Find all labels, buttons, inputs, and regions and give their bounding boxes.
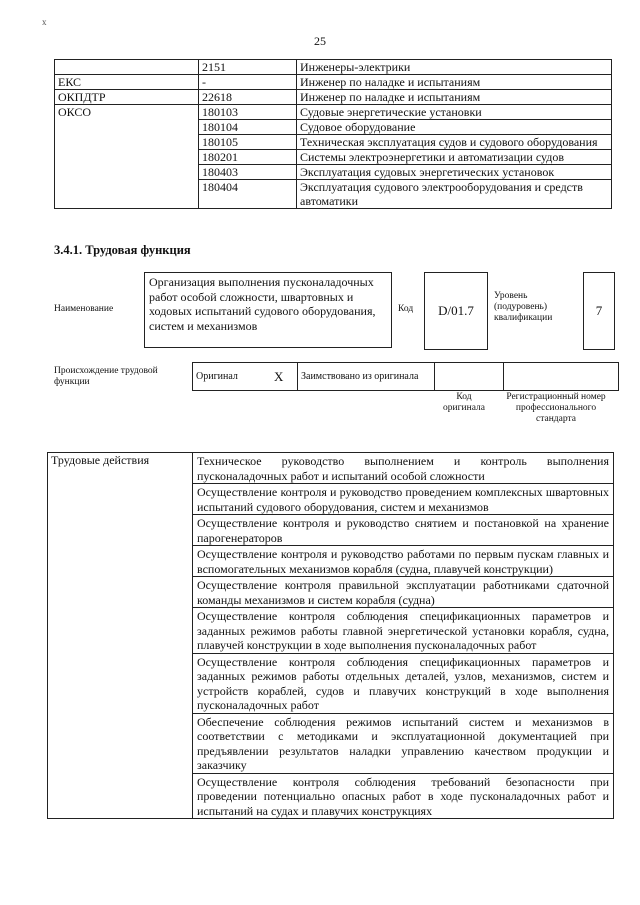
row-title: Судовое оборудование: [297, 120, 612, 135]
row-label: ОКСО: [55, 105, 199, 120]
original-cell: [193, 363, 272, 391]
row-title: Техническая эксплуатация судов и судового оборудования: [297, 135, 612, 150]
action-item: Техническое руководство выполнением и контроль выполнения пусконаладочных работ и испытаний особой сложности: [193, 453, 614, 484]
original-mark: X: [271, 363, 298, 391]
function-code-box: [424, 272, 488, 350]
level-label: Уровень (подуровень) квалификации: [494, 291, 553, 323]
section-title: 3.4.1. Трудовая функция: [54, 243, 191, 257]
row-label: [55, 135, 199, 150]
origin-table: [192, 362, 619, 391]
table-row: [55, 120, 612, 135]
action-item: Осуществление контроля и руководство проведением комплексных швартовных испытаний судового оборудования, систем и механизмов: [193, 484, 614, 515]
borrowed-label: Заимствовано из оригинала: [298, 363, 435, 391]
row-title: Системы электроэнергетики и автоматизации судов: [297, 150, 612, 165]
row-title: Судовые энергетические установки: [297, 105, 612, 120]
table-row: [55, 75, 612, 90]
name-label: Наименование: [54, 304, 114, 314]
function-name: Организация выполнения пусконаладочных работ особой сложности, швартовных и ходовых испытаний судового оборудования, систем и механизмов: [149, 275, 376, 333]
table-row: [55, 60, 612, 75]
row-code: -: [199, 75, 297, 90]
table-row: [48, 453, 614, 484]
table-row: [55, 180, 612, 209]
row-label: [55, 60, 199, 75]
row-label: ЕКС: [55, 75, 199, 90]
function-code: D/01.7: [438, 303, 474, 318]
page-number: 25: [314, 34, 326, 48]
codes-table: [54, 59, 612, 209]
row-code: 180201: [199, 150, 297, 165]
action-item: Осуществление контроля соблюдения спецификационных параметров и заданных режимов работы отдельных деталей, узлов, механизмов, систем и устройств кораблей, судов и плавучих конструкций в ходе выполнения пусконаладочных работ: [193, 653, 614, 713]
row-code: 180104: [199, 120, 297, 135]
function-level: 7: [595, 303, 603, 318]
actions-table: [47, 452, 614, 819]
row-label: [55, 150, 199, 165]
original-label: Оригинал: [196, 370, 238, 382]
origin-label: Происхождение трудовой функции: [54, 366, 158, 387]
row-label: [55, 120, 199, 135]
code-original-label: Код оригинала: [443, 392, 485, 413]
action-item: Осуществление контроля правильной эксплуатации работниками сдаточной команды механизмов и систем корабля (судна): [193, 577, 614, 608]
reg-number-label: Регистрационный номер профессионального стандарта: [506, 392, 606, 424]
reg-number-cell: [504, 363, 619, 391]
function-level-box: [583, 272, 615, 350]
row-code: 180403: [199, 165, 297, 180]
action-item: Осуществление контроля соблюдения требований безопасности при проведении потенциально опасных работ в ходе пусконаладочных работ и испытаний на судах и плавучих конструкциях: [193, 773, 614, 819]
corner-mark: х: [42, 17, 47, 27]
row-code: 180103: [199, 105, 297, 120]
action-item: Обеспечение соблюдения режимов испытаний систем и механизмов в соответствии с методиками и эксплуатационной документацией при предъявлении результатов наладки управлению качеством продукции и заказчику: [193, 713, 614, 773]
code-original-cell: [435, 363, 504, 391]
row-code: 180105: [199, 135, 297, 150]
table-row: [55, 165, 612, 180]
table-row: [55, 90, 612, 105]
action-item: Осуществление контроля и руководство работами по первым пускам главных и вспомогательных механизмов корабля (судна, плавучей конструкции): [193, 546, 614, 577]
row-label: [55, 180, 199, 209]
table-row: [55, 150, 612, 165]
function-name-box: [144, 272, 392, 348]
action-item: Осуществление контроля и руководство снятием и постановкой на хранение парогенераторов: [193, 515, 614, 546]
table-row: [55, 135, 612, 150]
row-title: Эксплуатация судового электрооборудования и средств автоматики: [297, 180, 612, 209]
row-code: 22618: [199, 90, 297, 105]
actions-label: Трудовые действия: [48, 453, 193, 819]
table-row: [55, 105, 612, 120]
row-code: 180404: [199, 180, 297, 209]
action-item: Осуществление контроля соблюдения спецификационных параметров и заданных режимов работы главной энергетической установки корабля, судна, плавучей конструкции в ходе выполнения пусконаладочных работ: [193, 608, 614, 654]
code-label: Код: [398, 304, 414, 314]
row-label: ОКПДТР: [55, 90, 199, 105]
row-title: Инженер по наладке и испытаниям: [297, 75, 612, 90]
row-title: Эксплуатация судовых энергетических установок: [297, 165, 612, 180]
row-code: 2151: [199, 60, 297, 75]
row-label: [55, 165, 199, 180]
row-title: Инженеры-электрики: [297, 60, 612, 75]
row-title: Инженер по наладке и испытаниям: [297, 90, 612, 105]
